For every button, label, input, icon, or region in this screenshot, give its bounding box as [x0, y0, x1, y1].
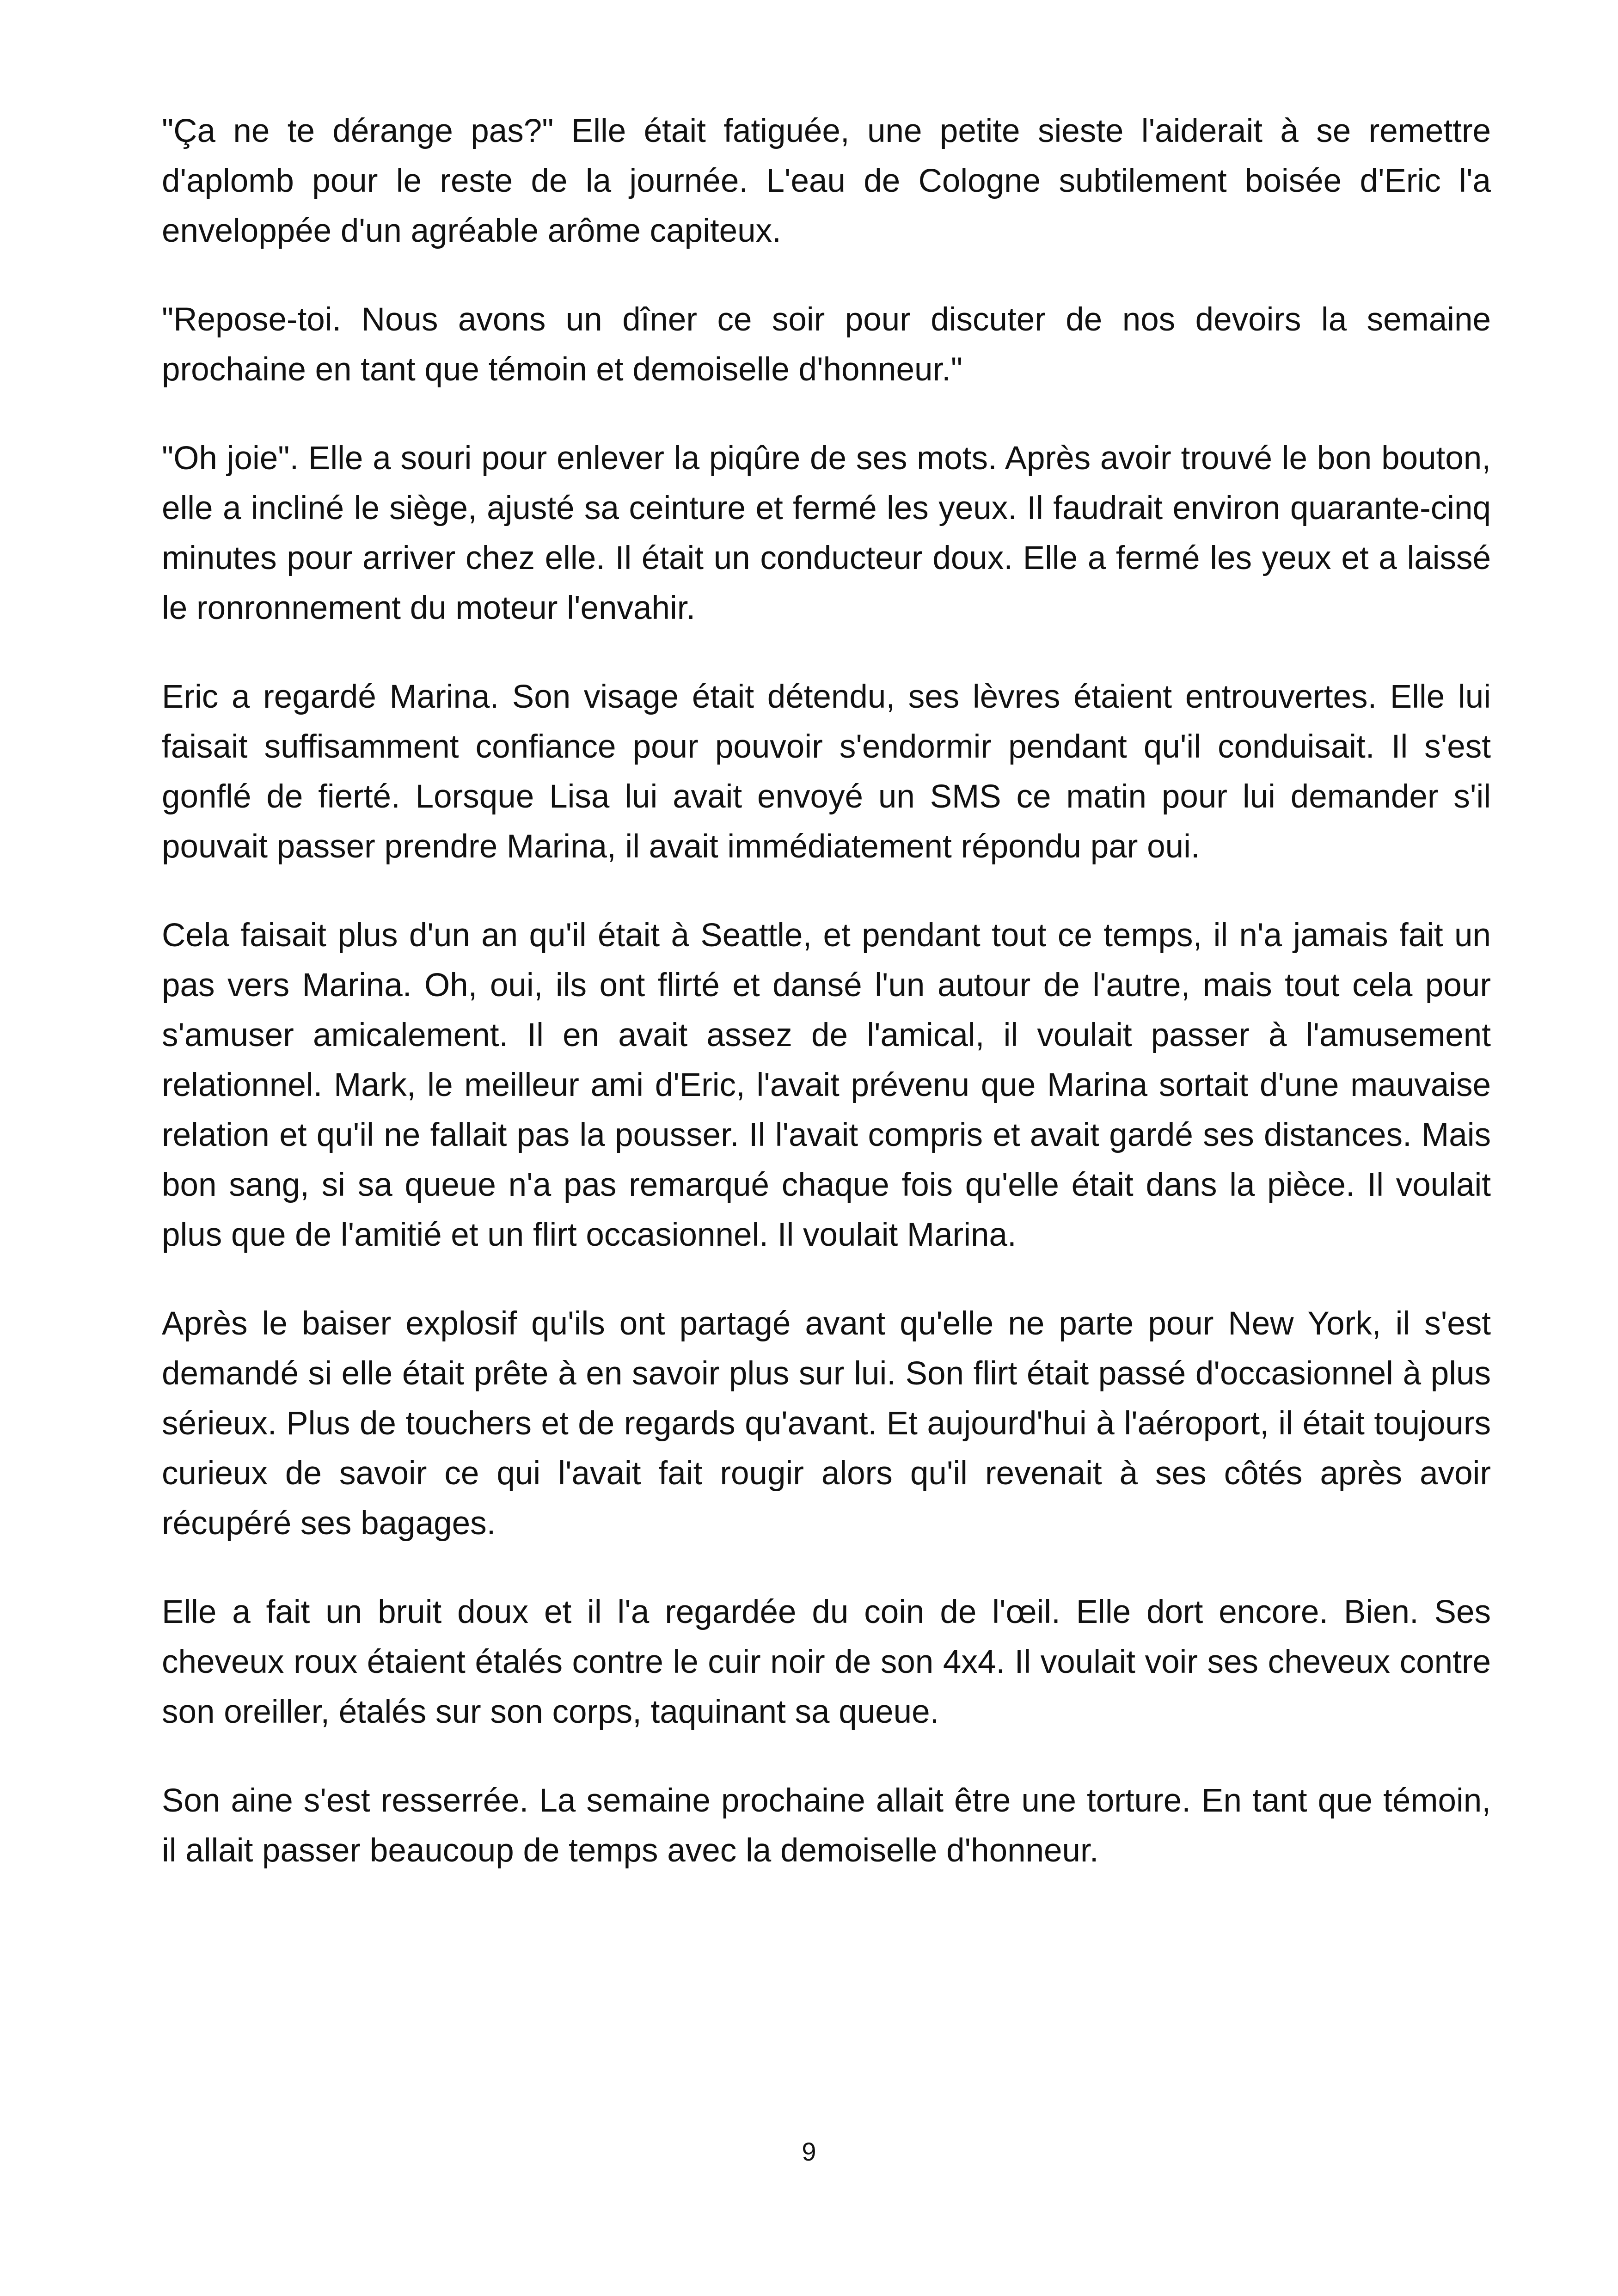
paragraph-6: Après le baiser explosif qu'ils ont partagé avant qu'elle ne parte pour New York, il s'est demandé si elle était prête à en savoir plus sur lui. Son flirt était passé d'occasionnel à plus sérieux. Plus de touchers et de regards qu'avant. Et aujourd'hui à l'aéroport, il était toujours curieux de savoir ce qui l'avait fait rougir alors qu'il revenait à ses côtés après avoir récupéré ses bagages. [162, 1305, 1491, 1542]
page-number: 9 [802, 2137, 816, 2166]
paragraph-5: Cela faisait plus d'un an qu'il était à Seattle, et pendant tout ce temps, il n'a jamais fait un pas vers Marina. Oh, oui, ils ont flirté et dansé l'un autour de l'autre, mais tout cela pour s'amuser amicalement. Il en avait assez de l'amical, il voulait passer à l'amusement relationnel. Mark, le meilleur ami d'Eric, l'avait prévenu que Marina sortait d'une mauvaise relation et qu'il ne fallait pas la pousser. Il l'avait compris et avait gardé ses distances. Mais bon sang, si sa queue n'a pas remarqué chaque fois qu'elle était dans la pièce. Il voulait plus que de l'amitié et un flirt occasionnel. Il voulait Marina. [162, 917, 1491, 1253]
paragraph-7: Elle a fait un bruit doux et il l'a regardée du coin de l'œil. Elle dort encore. Bien. Ses cheveux roux étaient étalés contre le cuir noir de son 4x4. Il voulait voir ses cheveux contre son oreiller, étalés sur son corps, taquinant sa queue. [162, 1594, 1491, 1730]
paragraph-2: "Repose-toi. Nous avons un dîner ce soir pour discuter de nos devoirs la semaine prochaine en tant que témoin et demoiselle d'honneur." [162, 301, 1491, 388]
paragraph-1: "Ça ne te dérange pas?" Elle était fatiguée, une petite sieste l'aiderait à se remettre d'aplomb pour le reste de la journée. L'eau de Cologne subtilement boisée d'Eric l'a enveloppée d'un agréable arôme capiteux. [162, 113, 1491, 249]
paragraph-3: "Oh joie". Elle a souri pour enlever la piqûre de ses mots. Après avoir trouvé le bon bouton, elle a incliné le siège, ajusté sa ceinture et fermé les yeux. Il faudrait environ quarante-cinq minutes pour arriver chez elle. Il était un conducteur doux. Elle a fermé les yeux et a laissé le ronronnement du moteur l'envahir. [162, 440, 1491, 626]
paragraph-4: Eric a regardé Marina. Son visage était détendu, ses lèvres étaient entrouvertes. Elle lui faisait suffisamment confiance pour pouvoir s'endormir pendant qu'il conduisait. Il s'est gonflé de fierté. Lorsque Lisa lui avait envoyé un SMS ce matin pour lui demander s'il pouvait passer prendre Marina, il avait immédiatement répondu par oui. [162, 679, 1491, 865]
paragraph-8: Son aine s'est resserrée. La semaine prochaine allait être une torture. En tant que témoin, il allait passer beaucoup de temps avec la demoiselle d'honneur. [162, 1782, 1491, 1869]
body-text [162, 106, 1491, 1876]
